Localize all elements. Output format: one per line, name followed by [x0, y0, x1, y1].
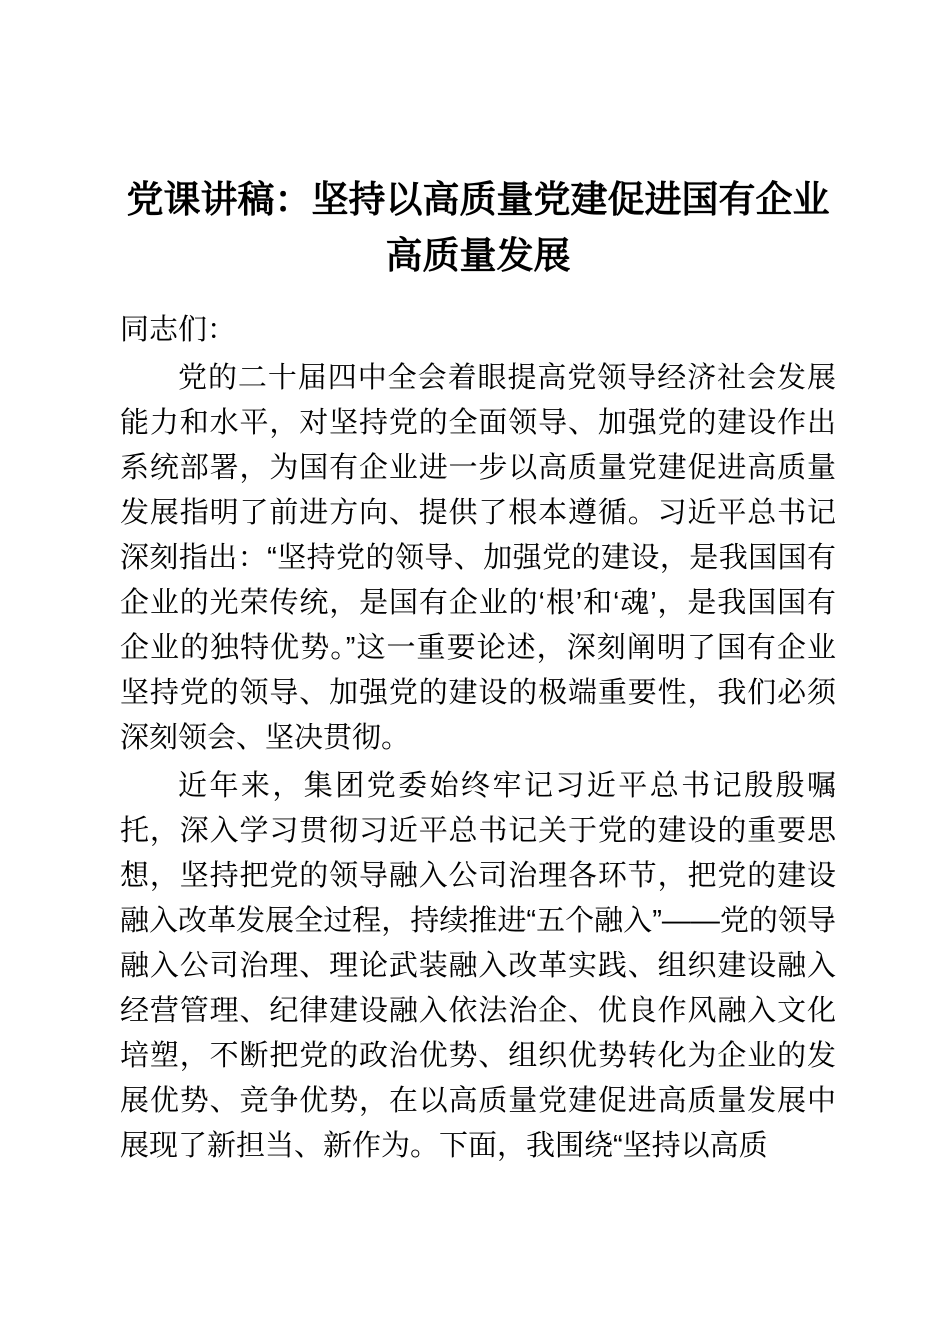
page-title: 党课讲稿：坚持以高质量党建促进国有企业高质量发展 — [126, 179, 830, 276]
salutation: 同志们： — [120, 314, 237, 346]
document-content — [120, 0, 836, 1169]
body-paragraph-2: 近年来，集团党委始终牢记习近平总书记殷殷嘱托，深入学习贯彻习近平总书记关于党的建设的重要思想，坚持把党的领导融入公司治理各环节，把党的建设融入改革发展全过程，持续推进“五个融入”——党的领导融入公司治理、理论武装融入改革实践、组织建设融入经营管理、纪律建设融入依法治企、优良作风融入文化培塑，不断把党的政治优势、组织优势转化为企业的发展优势、竞争优势，在以高质量党建促进高质量发展中展现了新担当、新作为。下面，我围绕“坚持以高质 — [120, 770, 836, 1162]
body-paragraph-1: 党的二十届四中全会着眼提高党领导经济社会发展能力和水平，对坚持党的全面领导、加强党的建设作出系统部署，为国有企业进一步以高质量党建促进高质量发展指明了前进方向、提供了根本遵循。习近平总书记深刻指出：“坚持党的领导、加强党的建设，是我国国有企业的光荣传统，是国有企业的‘根’和‘魂’，是我国国有企业的独特优势。”这一重要论述，深刻阐明了国有企业坚持党的领导、加强党的建设的极端重要性，我们必须深刻领会、坚决贯彻。 — [120, 362, 836, 754]
paragraph-2-clip-region — [120, 761, 836, 1169]
